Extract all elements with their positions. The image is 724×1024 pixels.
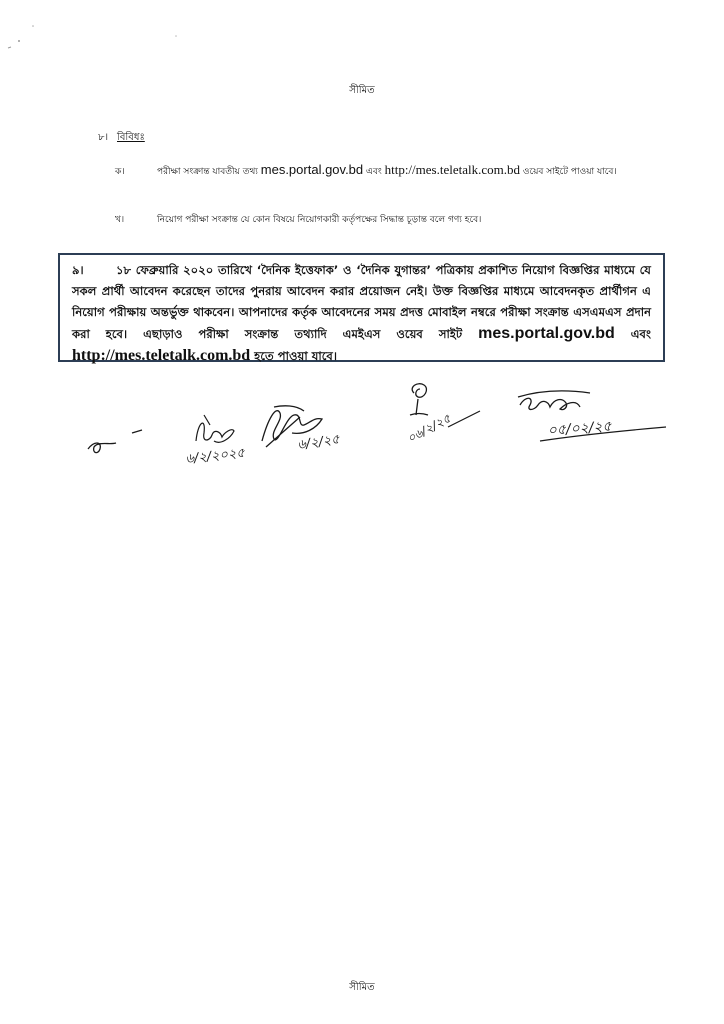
scan-specks	[0, 0, 200, 50]
section-8-title: বিবিধঃ	[117, 132, 145, 143]
section-9-url-teletalk[interactable]: http://mes.teletalk.com.bd	[72, 347, 251, 364]
section-8-item-ka	[115, 162, 640, 180]
item-ka-label: ক।	[115, 167, 125, 177]
section-9-text-after: হতে পাওয়া যাবে।	[250, 349, 338, 363]
item-kha-label: খ।	[115, 215, 125, 225]
section-8-item-kha	[115, 212, 640, 228]
item-ka-text-before: পরীক্ষা সংক্রান্ত যাবতীয় তথ্য	[157, 167, 261, 177]
signatures-area	[0, 375, 724, 485]
signature-1	[88, 430, 142, 453]
item-kha-text: নিয়োগ পরীক্ষা সংক্রান্ত যে কোন বিষয়ে নিয়োগকারী কর্তৃপক্ষের সিদ্ধান্ত চূড়ান্ত বলে গণ্য হবে।	[157, 215, 482, 225]
section-9-notice-box	[58, 253, 665, 362]
section-8-number: ৮।	[98, 132, 109, 143]
header-classification: সীমিত	[349, 85, 375, 96]
section-9-number: ৯।	[72, 263, 84, 277]
section-9-connector: এবং	[614, 327, 651, 341]
section-9-text: ১৮ ফেব্রুয়ারি ২০২০ তারিখে ‘দৈনিক ইত্তেফাক’ ও ‘দৈনিক যুগান্তর’ পত্রিকায় প্রকাশিত নিয়োগ বিজ্ঞপ্তির মাধ্যমে যে সকল প্রার্থী আবেদন করেছেন তাদের পুনরায় আবেদন করার প্রয়োজন নেই। উক্ত বিজ্ঞপ্তির মাধ্যমে আবেদনকৃত প্রার্থীগন এ নিয়োগ পরীক্ষায় অন্তর্ভুক্ত থাকবেন। আপনাদের কর্তৃক আবেদনের সময় প্রদত্ত মোবাইল নম্বরে পরীক্ষা সংক্রান্ত এসএমএস প্রদান করা হবে। এছাড়াও পরীক্ষা সংক্রান্ত তথ্যাদি এমইএস ওয়েব সাইট	[72, 263, 651, 341]
signature-4	[410, 384, 428, 415]
signature-5	[518, 391, 590, 410]
item-ka-url-teletalk[interactable]: http://mes.teletalk.com.bd	[384, 162, 520, 177]
footer-classification: সীমিত	[349, 982, 375, 993]
signature-4-date: ০৬/২/২৫	[404, 411, 453, 446]
signature-3-date: ৬/২/২৫	[296, 432, 341, 453]
item-ka-url-portal[interactable]: mes.portal.gov.bd	[260, 162, 364, 177]
signature-4-underline	[448, 411, 480, 427]
item-ka-text-after: ওয়েব সাইটে পাওয়া যাবে।	[519, 167, 617, 177]
signature-2	[196, 415, 234, 442]
signature-5-date: ০৫/০২/২৫	[547, 418, 613, 439]
section-9-url-portal[interactable]: mes.portal.gov.bd	[478, 325, 615, 342]
item-ka-connector: এবং	[363, 167, 385, 177]
signature-2-date: ৬/২/২০২৫	[184, 445, 246, 467]
